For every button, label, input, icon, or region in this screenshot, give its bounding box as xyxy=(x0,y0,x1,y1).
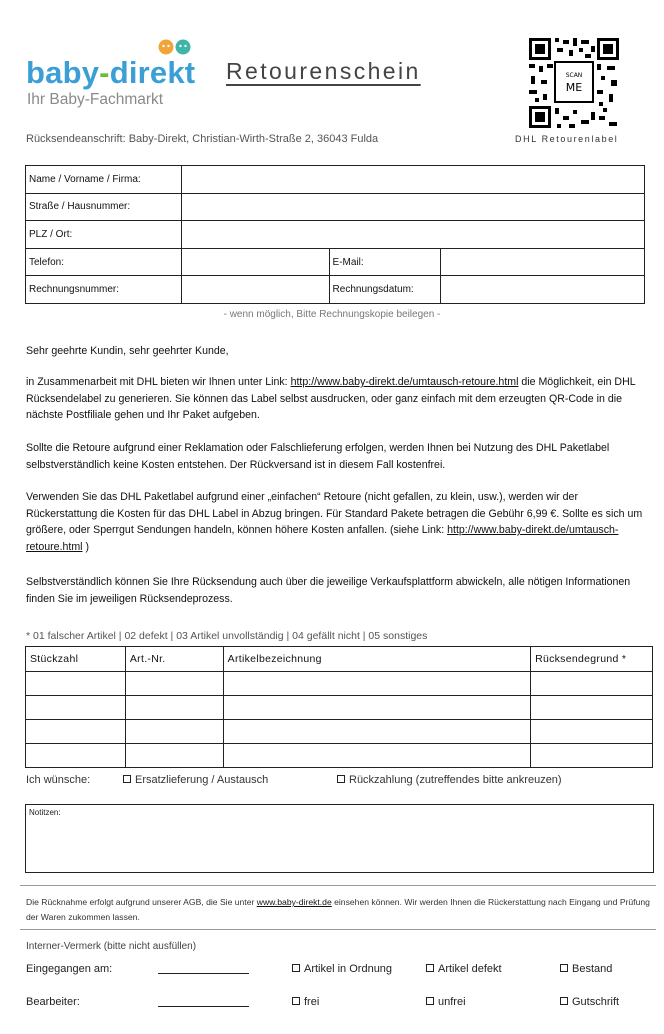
email-label: E-Mail: xyxy=(329,248,441,276)
option-unfree[interactable] xyxy=(426,996,466,1008)
clerk-label: Bearbeiter: xyxy=(26,996,80,1008)
paragraph-1-text-end: die Möglichkeit, ein DHL Rücksendelabel zu generieren. Sie können das Label selbst ausdrucken, oder ganz einfach mit dem erzeugten QR-Code in die nächste Postfiliale gehen und Ihr Paket aufgeben. xyxy=(26,376,636,422)
table-row xyxy=(26,696,653,720)
invoice-copy-note: - wenn möglich, Bitte Rechnungskopie beilegen - xyxy=(223,309,441,320)
paragraph-dhl-label xyxy=(26,374,646,424)
logo-subtitle: Ihr Baby-Fachmarkt xyxy=(27,91,164,108)
sender-address: Rücksendeanschrift: Baby-Direkt, Christian-Wirth-Straße 2, 36043 Fulda xyxy=(26,133,379,145)
retoure-link-2[interactable]: http://www.baby-direkt.de/umtausch-retoure.html xyxy=(26,524,619,553)
zip-city-label: PLZ / Ort: xyxy=(26,221,182,249)
refund-checkbox[interactable] xyxy=(337,775,345,783)
svg-text:ME: ME xyxy=(565,81,583,94)
footer-text-start: Die Rücknahme erfolgt aufgrund unserer AGB, die Sie unter xyxy=(26,897,257,907)
description-cell[interactable] xyxy=(223,720,530,744)
column-header-article-no: Art.-Nr. xyxy=(125,647,223,672)
quantity-cell[interactable] xyxy=(26,744,126,768)
paragraph-1-text: in Zusammenarbeit mit DHL bieten wir Ihnen unter Link: xyxy=(26,376,291,388)
paragraph-complaint: Sollte die Retoure aufgrund einer Reklamation oder Falschlieferung erfolgen, werden Ihnen bei Nutzung des DHL Paketlabel selbstverständlich keine Kosten entstehen. Der Rückversand ist in diesem Fall kostenfrei. xyxy=(26,442,610,471)
free-checkbox[interactable] xyxy=(292,997,300,1005)
logo-part-direkt: direkt xyxy=(109,55,196,90)
invoice-number-field[interactable] xyxy=(181,276,329,304)
table-row xyxy=(26,672,653,696)
divider xyxy=(20,885,656,886)
unfree-checkbox[interactable] xyxy=(426,997,434,1005)
name-field[interactable] xyxy=(181,166,644,194)
invoice-number-label: Rechnungsnummer: xyxy=(26,276,182,304)
invoice-date-field[interactable] xyxy=(441,276,645,304)
address-form-table xyxy=(25,165,645,304)
unfree-label: unfrei xyxy=(438,996,466,1008)
received-date-line[interactable] xyxy=(158,973,249,974)
stock-checkbox[interactable] xyxy=(560,964,568,972)
email-field[interactable] xyxy=(441,248,645,276)
divider xyxy=(20,929,656,930)
baby-faces-logo-icon xyxy=(157,38,193,56)
qr-code-icon[interactable] xyxy=(527,36,621,130)
reason-cell[interactable] xyxy=(531,720,653,744)
stock-label: Bestand xyxy=(572,963,613,975)
logo-text xyxy=(26,55,195,91)
description-cell[interactable] xyxy=(223,672,530,696)
column-header-return-reason: Rücksendegrund * xyxy=(531,647,653,672)
credit-checkbox[interactable] xyxy=(560,997,568,1005)
zip-city-field[interactable] xyxy=(181,221,644,249)
option-replacement[interactable] xyxy=(123,774,268,786)
wish-label: Ich wünsche: xyxy=(26,774,91,786)
article-ok-label: Artikel in Ordnung xyxy=(304,963,393,975)
reason-cell[interactable] xyxy=(531,744,653,768)
article-defect-checkbox[interactable] xyxy=(426,964,434,972)
items-table-header xyxy=(26,647,653,672)
quantity-cell[interactable] xyxy=(26,672,126,696)
quantity-cell[interactable] xyxy=(26,720,126,744)
option-stock[interactable] xyxy=(560,963,612,975)
option-refund[interactable] xyxy=(337,774,562,786)
footer-text-end: einsehen können. Wir werden Ihnen die Rückerstattung nach Eingang und Prüfung der Waren zukommen lassen. xyxy=(26,897,650,922)
phone-label: Telefon: xyxy=(26,248,182,276)
street-label: Straße / Hausnummer: xyxy=(26,193,182,221)
notes-label: Notitzen: xyxy=(29,808,61,817)
phone-field[interactable] xyxy=(181,248,329,276)
internal-note-title: Interner-Vermerk (bitte nicht ausfüllen) xyxy=(26,941,197,952)
page-title: Retourenschein xyxy=(226,58,421,84)
qr-label: DHL Retourenlabel xyxy=(515,134,619,144)
svg-text:SCAN: SCAN xyxy=(565,72,583,79)
article-no-cell[interactable] xyxy=(125,696,223,720)
retoure-link[interactable]: http://www.baby-direkt.de/umtausch-retoure.html xyxy=(290,376,519,388)
paragraph-costs xyxy=(26,489,646,555)
article-no-cell[interactable] xyxy=(125,672,223,696)
name-label: Name / Vorname / Firma: xyxy=(26,166,182,194)
reason-cell[interactable] xyxy=(531,672,653,696)
description-cell[interactable] xyxy=(223,744,530,768)
logo-part-dash: - xyxy=(99,55,110,90)
free-label: frei xyxy=(304,996,320,1008)
paragraph-3-text: Verwenden Sie das DHL Paketlabel aufgrund einer „einfachen“ Retoure (nicht gefallen, zu klein, usw.), werden wir der Rückerstattung die Kosten für das DHL Label in Abzug bringen. Für Standard Pakete betragen die Gebühr 6,99 €. Sollte es sich um größere, oder Sperrgut Sendungen handeln, können höhere Kosten anfallen. (siehe Link: xyxy=(26,491,643,537)
quantity-cell[interactable] xyxy=(26,696,126,720)
paragraph-3-text-end: ) xyxy=(82,540,90,553)
article-no-cell[interactable] xyxy=(125,744,223,768)
clerk-line[interactable] xyxy=(158,1006,249,1007)
reason-cell[interactable] xyxy=(531,696,653,720)
refund-label: Rückzahlung (zutreffendes bitte ankreuzen) xyxy=(349,774,562,786)
option-credit[interactable] xyxy=(560,996,619,1008)
greeting: Sehr geehrte Kundin, sehr geehrter Kunde, xyxy=(26,345,229,357)
logo-part-baby: baby xyxy=(26,55,100,90)
street-field[interactable] xyxy=(181,193,644,221)
column-header-quantity: Stückzahl xyxy=(26,647,126,672)
invoice-date-label: Rechnungsdatum: xyxy=(329,276,441,304)
received-date-label: Eingegangen am: xyxy=(26,963,113,975)
replacement-label: Ersatzlieferung / Austausch xyxy=(135,774,269,786)
option-free[interactable] xyxy=(292,996,319,1008)
article-ok-checkbox[interactable] xyxy=(292,964,300,972)
credit-label: Gutschrift xyxy=(572,996,620,1008)
items-table xyxy=(25,646,653,768)
column-header-description: Artikelbezeichnung xyxy=(223,647,530,672)
paragraph-platform: Selbstverständlich können Sie Ihre Rücksendung auch über die jeweilige Verkaufsplattform abwickeln, alle nötigen Informationen finden Sie im jeweiligen Rücksendeprozess. xyxy=(26,576,631,605)
article-defect-label: Artikel defekt xyxy=(438,963,502,975)
notes-box[interactable] xyxy=(25,804,654,873)
agb-link[interactable]: www.baby-direkt.de xyxy=(256,897,332,907)
reason-codes: * 01 falscher Artikel | 02 defekt | 03 Artikel unvollständig | 04 gefällt nicht | 05 sonstiges xyxy=(26,630,428,642)
option-article-ok[interactable] xyxy=(292,963,392,975)
table-row xyxy=(26,744,653,768)
option-article-defect[interactable] xyxy=(426,963,502,975)
description-cell[interactable] xyxy=(223,696,530,720)
footer-text xyxy=(26,895,656,925)
replacement-checkbox[interactable] xyxy=(123,775,131,783)
article-no-cell[interactable] xyxy=(125,720,223,744)
table-row xyxy=(26,720,653,744)
